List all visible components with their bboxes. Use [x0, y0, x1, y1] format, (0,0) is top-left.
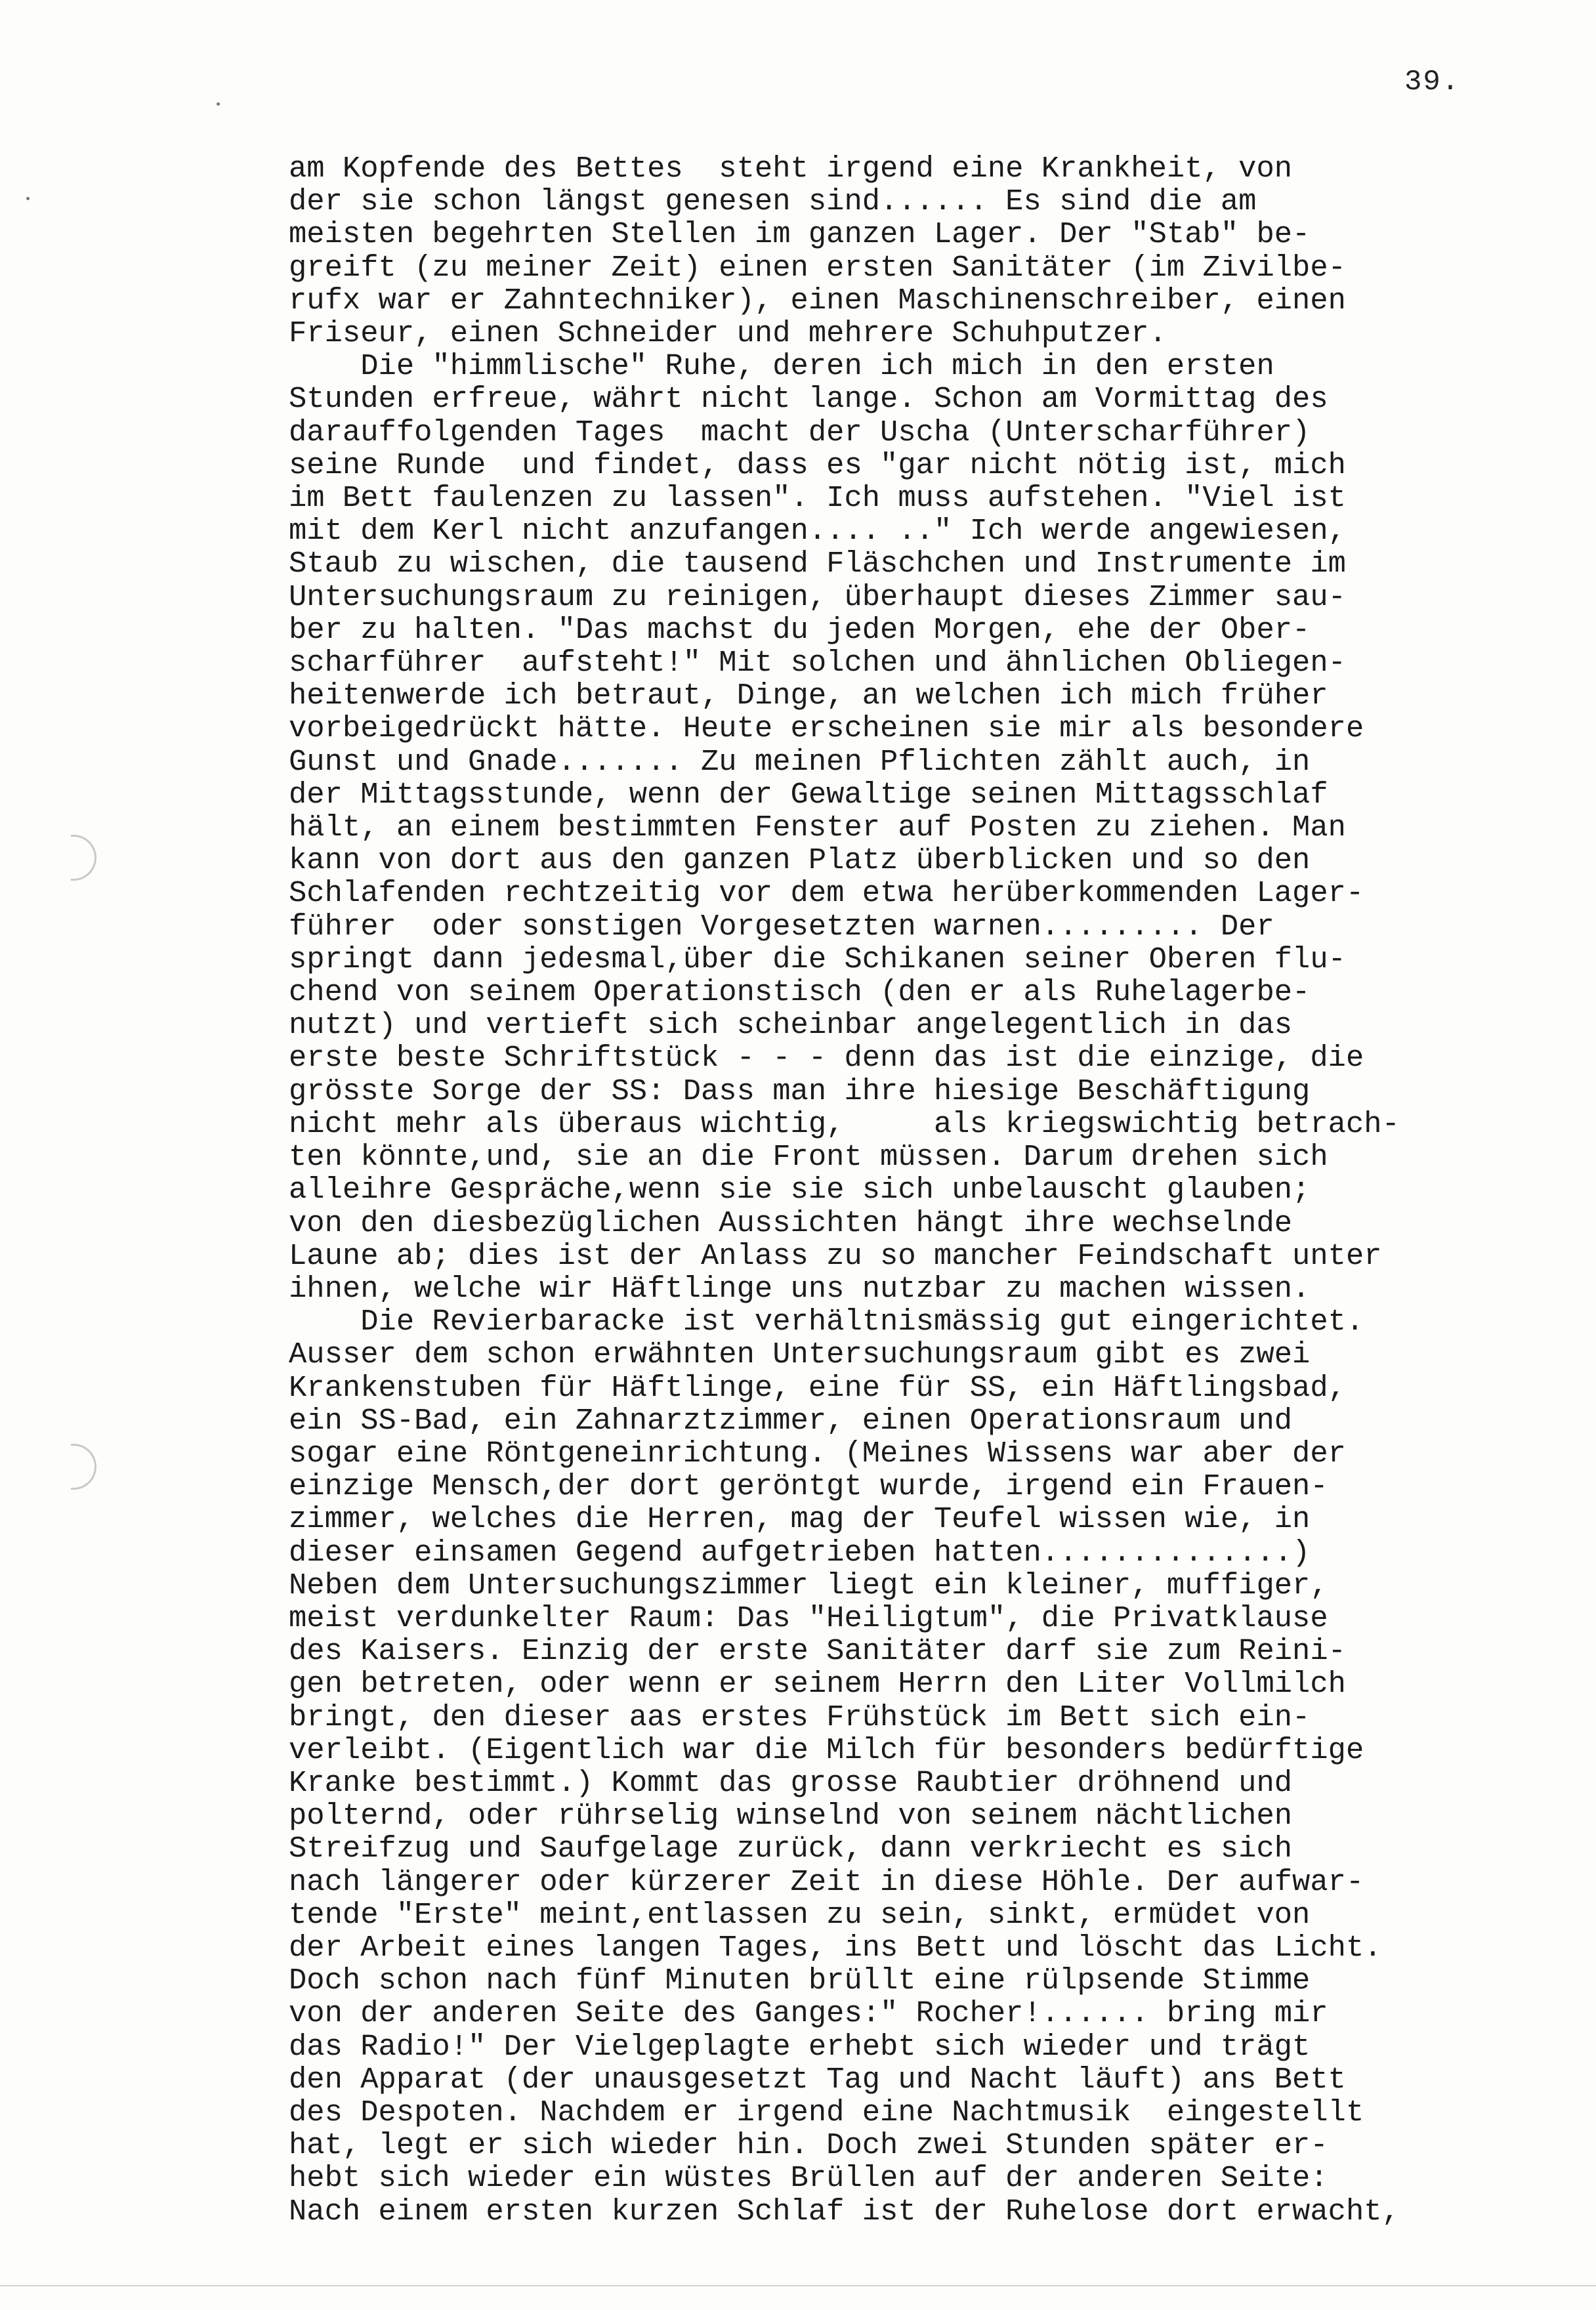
- text-line: hebt sich wieder ein wüstes Brüllen auf der anderen Seite:: [289, 2161, 1328, 2196]
- text-line: Staub zu wischen, die tausend Fläschchen und Instrumente im: [289, 547, 1346, 581]
- text-line: ein SS-Bad, ein Zahnarztzimmer, einen Operationsraum und: [289, 1403, 1293, 1438]
- text-line: seine Runde und findet, dass es "gar nicht nötig ist, mich: [289, 448, 1346, 482]
- text-line: sogar eine Röntgeneinrichtung. (Meines Wissens war aber der: [289, 1436, 1346, 1471]
- text-line: hält, an einem bestimmten Fenster auf Posten zu ziehen. Man: [289, 810, 1346, 845]
- text-line: springt dann jedesmal,über die Schikanen seiner Oberen flu-: [289, 942, 1346, 976]
- text-line: erste beste Schriftstück - - - denn das ist die einzige, die: [289, 1041, 1364, 1076]
- text-line: vorbeigedrückt hätte. Heute erscheinen sie mir als besondere: [289, 711, 1364, 746]
- text-line: grösste Sorge der SS: Dass man ihre hiesige Beschäftigung: [289, 1074, 1311, 1108]
- text-line: Neben dem Untersuchungszimmer liegt ein kleiner, muffiger,: [289, 1568, 1328, 1603]
- text-line: im Bett faulenzen zu lassen". Ich muss aufstehen. "Viel ist: [289, 481, 1346, 516]
- text-line: Die "himmlische" Ruhe, deren ich mich in den ersten: [289, 349, 1274, 384]
- text-line: der Arbeit eines langen Tages, ins Bett und löscht das Licht.: [289, 1930, 1382, 1965]
- text-line: Friseur, einen Schneider und mehrere Schuhputzer.: [289, 316, 1167, 351]
- text-line: Die Revierbaracke ist verhältnismässig gut eingerichtet.: [289, 1305, 1364, 1339]
- text-line: ber zu halten. "Das machst du jeden Morgen, ehe der Ober-: [289, 612, 1311, 647]
- paper-speck: [26, 197, 30, 200]
- text-line: Doch schon nach fünf Minuten brüllt eine rülpsende Stimme: [289, 1964, 1311, 1998]
- text-line: bringt, den dieser aas erstes Frühstück im Bett sich ein-: [289, 1700, 1311, 1734]
- text-line: gen betreten, oder wenn er seinem Herrn den Liter Vollmilch: [289, 1667, 1346, 1702]
- text-line: Laune ab; dies ist der Anlass zu so mancher Feindschaft unter: [289, 1238, 1382, 1273]
- text-line: verleibt. (Eigentlich war die Milch für besonders bedürftige: [289, 1732, 1364, 1767]
- text-line: Kranke bestimmt.) Kommt das grosse Raubtier dröhnend und: [289, 1765, 1293, 1800]
- page-bottom-edge: [0, 2285, 1596, 2286]
- text-line: Stunden erfreue, währt nicht lange. Schon am Vormittag des: [289, 382, 1328, 417]
- text-line: nutzt) und vertieft sich scheinbar angelegentlich in das: [289, 1008, 1293, 1043]
- text-line: Untersuchungsraum zu reinigen, überhaupt dieses Zimmer sau-: [289, 579, 1346, 614]
- text-line: der sie schon längst genesen sind...... Es sind die am: [289, 184, 1257, 219]
- text-line: alleihre Gespräche,wenn sie sie sich unbelauscht glauben;: [289, 1173, 1311, 1208]
- paper-speck: [217, 102, 220, 106]
- punch-hole-mark: [71, 835, 96, 881]
- text-line: den Apparat (der unausgesetzt Tag und Nacht läuft) ans Bett: [289, 2062, 1346, 2097]
- text-line: greift (zu meiner Zeit) einen ersten Sanitäter (im Zivilbe-: [289, 250, 1346, 285]
- text-line: von der anderen Seite des Ganges:" Rocher!...... bring mir: [289, 1996, 1328, 2031]
- text-line: am Kopfende des Bettes steht irgend eine Krankheit, von: [289, 152, 1293, 186]
- text-line: kann von dort aus den ganzen Platz überblicken und so den: [289, 843, 1311, 878]
- text-line: Krankenstuben für Häftlinge, eine für SS, ein Häftlingsbad,: [289, 1370, 1346, 1405]
- text-line: meist verdunkelter Raum: Das "Heiligtum", die Privatklause: [289, 1601, 1328, 1635]
- text-line: Streifzug und Saufgelage zurück, dann verkriecht es sich: [289, 1832, 1293, 1866]
- text-line: des Kaisers. Einzig der erste Sanitäter darf sie zum Reini-: [289, 1634, 1346, 1669]
- text-line: rufx war er Zahntechniker), einen Maschinenschreiber, einen: [289, 283, 1346, 318]
- text-line: meisten begehrten Stellen im ganzen Lager. Der "Stab" be-: [289, 217, 1311, 252]
- punch-hole-mark: [71, 1444, 96, 1490]
- text-line: ten könnte,und, sie an die Front müssen. Darum drehen sich: [289, 1140, 1328, 1175]
- text-line: dieser einsamen Gegend aufgetrieben hatten..............): [289, 1535, 1311, 1570]
- text-line: heitenwerde ich betraut, Dinge, an welchen ich mich früher: [289, 679, 1328, 713]
- text-line: nicht mehr als überaus wichtig, als kriegswichtig betrach-: [289, 1106, 1400, 1141]
- text-line: Gunst und Gnade....... Zu meinen Pflichten zählt auch, in: [289, 744, 1311, 779]
- text-line: zimmer, welches die Herren, mag der Teufel wissen wie, in: [289, 1502, 1311, 1537]
- typewritten-body-text: [289, 152, 1536, 2228]
- text-line: einzige Mensch,der dort geröntgt wurde, irgend ein Frauen-: [289, 1469, 1328, 1504]
- text-line: Ausser dem schon erwähnten Untersuchungsraum gibt es zwei: [289, 1337, 1311, 1372]
- text-line: mit dem Kerl nicht anzufangen.... .." Ich werde angewiesen,: [289, 514, 1346, 549]
- text-line: darauffolgenden Tages macht der Uscha (Unterscharführer): [289, 415, 1311, 450]
- text-line: polternd, oder rührselig winselnd von seinem nächtlichen: [289, 1799, 1293, 1834]
- text-line: von den diesbezüglichen Aussichten hängt ihre wechselnde: [289, 1206, 1293, 1240]
- text-line: der Mittagsstunde, wenn der Gewaltige seinen Mittagsschlaf: [289, 777, 1328, 812]
- text-line: des Despoten. Nachdem er irgend eine Nachtmusik eingestellt: [289, 2095, 1364, 2130]
- text-line: scharführer aufsteht!" Mit solchen und ähnlichen Obliegen-: [289, 646, 1346, 681]
- text-line: ihnen, welche wir Häftlinge uns nutzbar zu machen wissen.: [289, 1271, 1311, 1306]
- text-line: Schlafenden rechtzeitig vor dem etwa herüberkommenden Lager-: [289, 876, 1364, 911]
- text-line: tende "Erste" meint,entlassen zu sein, sinkt, ermüdet von: [289, 1897, 1311, 1932]
- text-line: Nach einem ersten kurzen Schlaf ist der Ruhelose dort erwacht,: [289, 2194, 1400, 2229]
- page-number: 39.: [1404, 66, 1461, 98]
- text-line: das Radio!" Der Vielgeplagte erhebt sich wieder und trägt: [289, 2029, 1311, 2064]
- text-line: führer oder sonstigen Vorgesetzten warnen......... Der: [289, 909, 1274, 944]
- text-line: hat, legt er sich wieder hin. Doch zwei Stunden später er-: [289, 2128, 1328, 2163]
- text-line: nach längerer oder kürzerer Zeit in diese Höhle. Der aufwar-: [289, 1864, 1364, 1899]
- text-line: chend von seinem Operationstisch (den er als Ruhelagerbe-: [289, 975, 1311, 1010]
